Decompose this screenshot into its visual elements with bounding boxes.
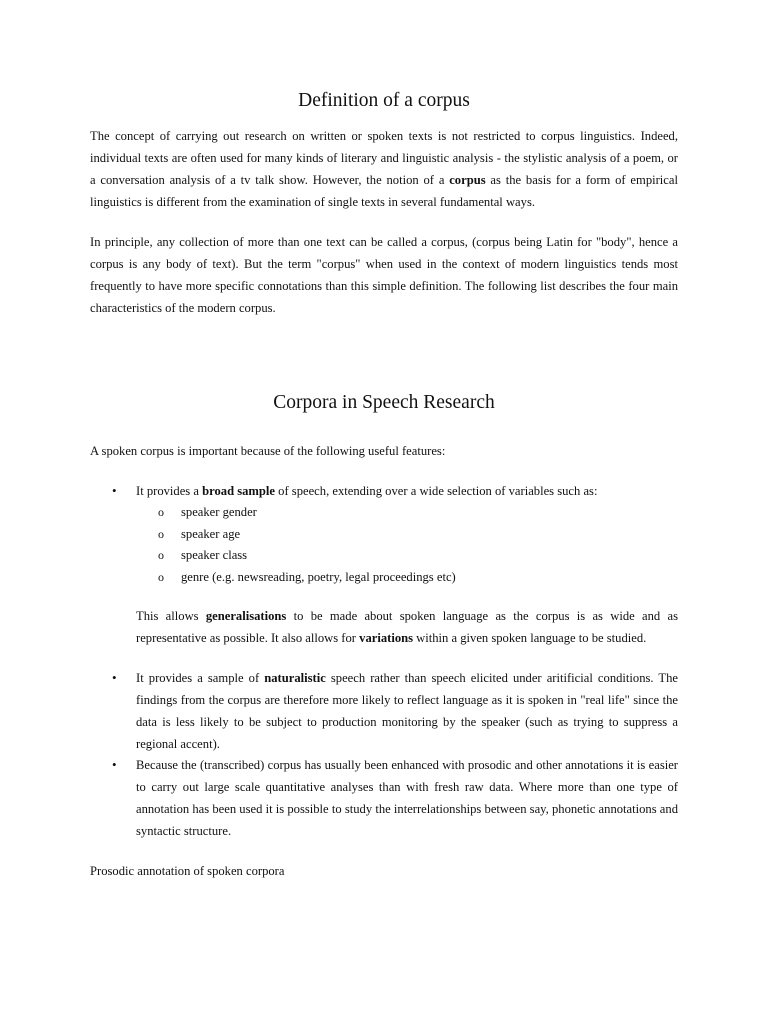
intro-text: A spoken corpus is important because of the following useful features:	[90, 444, 446, 458]
sub-bullet-icon: o	[158, 527, 164, 541]
sub-bullet-icon: o	[158, 548, 164, 562]
sub-item-genre: genre (e.g. newsreading, poetry, legal proceedings etc)	[181, 570, 456, 584]
bullet-icon: •	[112, 670, 117, 685]
bold-term-variations: variations	[359, 631, 414, 645]
sub-item-speaker-age: speaker age	[181, 527, 241, 541]
paragraph-text: This allows	[136, 609, 206, 623]
bullet-item-broad-sample	[136, 480, 678, 502]
paragraph-definition-2: In principle, any collection of more than one text can be called a corpus, (corpus being Latin for "body", hence a corpus is any body of text). But the term "corpus" when used in the context of modern linguistics tends most frequently to have more specific connotations than this simple definition. The following list describes the four main characteristics of the modern corpus.	[90, 235, 678, 315]
sub-bullet-icon: o	[158, 505, 164, 519]
bold-term-broad-sample: broad sample	[202, 484, 276, 498]
paragraph-text: as the basis for a form of empirical linguistics is different from the examination of single texts in several fundamental ways.	[90, 173, 678, 209]
bullet-icon: •	[112, 757, 117, 772]
bold-term-corpus: corpus	[449, 173, 486, 187]
paragraph-text: within a given spoken language to be studied.	[413, 631, 647, 645]
paragraph-allows	[136, 605, 678, 649]
bullet-icon: •	[112, 483, 117, 498]
paragraph-text: The concept of carrying out research on written or spoken texts is not restricted to corpus linguistics. Indeed, individual texts are often used for many kinds of literary and linguistic analysis - the stylistic analysis of a poem, or a conversation analysis of a tv talk show. However, the notion of a	[90, 129, 678, 187]
bullet-text: of speech, extending over a wide selection of variables such as:	[275, 484, 598, 498]
sub-item-speaker-gender: speaker gender	[181, 505, 257, 519]
section-title-corpora-speech: Corpora in Speech Research	[273, 392, 495, 413]
subheading-prosodic-annotation: Prosodic annotation of spoken corpora	[90, 864, 285, 878]
bold-term-generalisations: generalisations	[205, 609, 287, 623]
sub-item-speaker-class: speaker class	[181, 548, 248, 562]
sub-bullet-icon: o	[158, 570, 164, 584]
bullet-text: speech rather than speech elicited under aritificial conditions. The findings from the corpus are therefore more likely to reflect language as it is spoken in "real life" since the data is less likely to be subject to production monitoring by the speaker (such as trying to suppress a regional accent).	[136, 671, 678, 751]
bullet-item-annotations: Because the (transcribed) corpus has usually been enhanced with prosodic and other annotations it is easier to carry out large scale quantitative analyses than with fresh raw data. Where more than one type of annotation has been used it is possible to study the interrelationships between say, phonetic annotations and syntactic structure.	[136, 758, 678, 838]
section-title-definition: Definition of a corpus	[298, 90, 470, 111]
paragraph-text: to be made about spoken language as the corpus is as wide and as representative as possible. It also allows for	[136, 609, 678, 645]
bullet-text: It provides a	[136, 484, 203, 498]
bullet-item-naturalistic	[136, 667, 678, 755]
bold-term-naturalistic: naturalistic	[264, 671, 326, 685]
paragraph-definition-1	[90, 125, 678, 213]
bullet-text: It provides a sample of	[136, 671, 265, 685]
